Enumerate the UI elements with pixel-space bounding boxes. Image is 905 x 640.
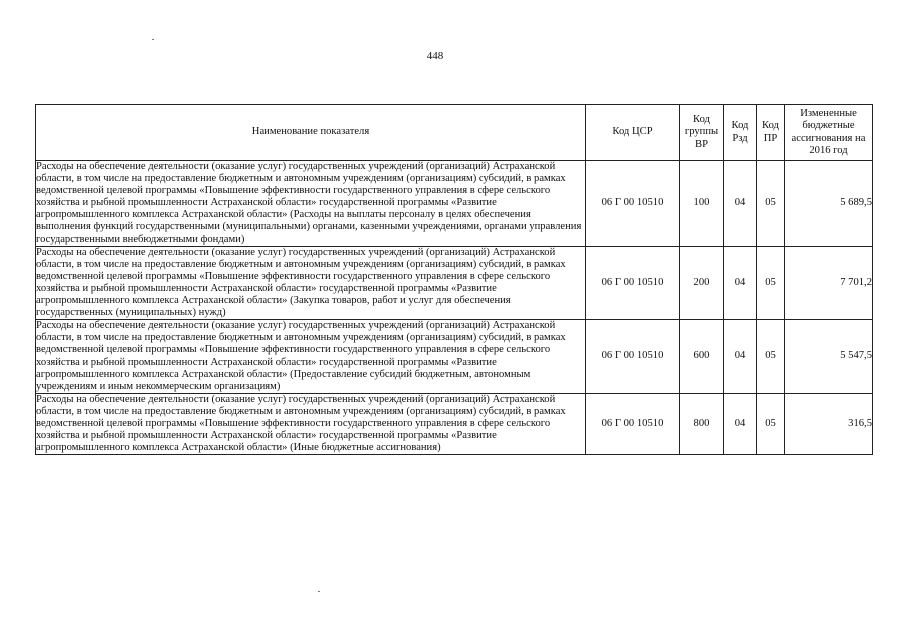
cell-vr: 200	[680, 246, 724, 320]
cell-csr: 06 Г 00 10510	[586, 320, 680, 394]
table-row	[36, 320, 873, 394]
header-rzd: Код Рзд	[724, 105, 757, 161]
cell-name: Расходы на обеспечение деятельности (оказание услуг) государственных учреждений (организаций) Астраханской области, в том числе на предоставление бюджетным и автономным учреждениям (организациям) субсидий, в рамках ведомственной целевой программы «Повышение эффективности государственного управления в сфере сельского хозяйства и рыбной промышленности Астраханской области» государственной программы «Развитие агропромышленного комплекса Астраханской области» (Закупка товаров, работ и услуг для обеспечения государственных (муниципальных) нужд)	[36, 246, 586, 320]
cell-vr: 800	[680, 393, 724, 454]
header-pr: Код ПР	[757, 105, 785, 161]
cell-vr: 100	[680, 161, 724, 247]
cell-name: Расходы на обеспечение деятельности (оказание услуг) государственных учреждений (организаций) Астраханской области, в том числе на предоставление бюджетным и автономным учреждениям (организациям) субсидий, в рамках ведомственной целевой программы «Повышение эффективности государственного управления в сфере сельского хозяйства и рыбной промышленности Астраханской области» государственной программы «Развитие агропромышленного комплекса Астраханской области» (Расходы на выплаты персоналу в целях обеспечения выполнения функций государственными (муниципальными) органами, казенными учреждениями, органами управления государственными внебюджетными фондами)	[36, 161, 586, 247]
table-header-row	[36, 105, 873, 161]
header-amount: Измененные бюджетные ассигнования на 2016 год	[785, 105, 873, 161]
cell-csr: 06 Г 00 10510	[586, 161, 680, 247]
cell-name: Расходы на обеспечение деятельности (оказание услуг) государственных учреждений (организаций) Астраханской области, в том числе на предоставление бюджетным и автономным учреждениям (организациям) субсидий, в рамках ведомственной целевой программы «Повышение эффективности государственного управления в сфере сельского хозяйства и рыбной промышленности Астраханской области» государственной программы «Развитие агропромышленного комплекса Астраханской области» (Иные бюджетные ассигнования)	[36, 393, 586, 454]
cell-rzd: 04	[724, 320, 757, 394]
budget-table	[35, 104, 873, 455]
table-row	[36, 393, 873, 454]
cell-pr: 05	[757, 161, 785, 247]
header-csr: Код ЦСР	[586, 105, 680, 161]
cell-pr: 05	[757, 393, 785, 454]
cell-amount: 7 701,2	[785, 246, 873, 320]
cell-pr: 05	[757, 246, 785, 320]
table-row	[36, 246, 873, 320]
page-number: 448	[426, 50, 444, 62]
header-name: Наименование показателя	[36, 105, 586, 161]
scan-speck	[318, 591, 320, 592]
cell-rzd: 04	[724, 161, 757, 247]
cell-amount: 5 547,5	[785, 320, 873, 394]
cell-pr: 05	[757, 320, 785, 394]
header-vr: Код группы ВР	[680, 105, 724, 161]
cell-rzd: 04	[724, 393, 757, 454]
table-row	[36, 161, 873, 247]
cell-csr: 06 Г 00 10510	[586, 246, 680, 320]
cell-rzd: 04	[724, 246, 757, 320]
scan-speck	[152, 39, 154, 40]
cell-csr: 06 Г 00 10510	[586, 393, 680, 454]
cell-name: Расходы на обеспечение деятельности (оказание услуг) государственных учреждений (организаций) Астраханской области, в том числе на предоставление бюджетным и автономным учреждениям (организациям) субсидий, в рамках ведомственной целевой программы «Повышение эффективности государственного управления в сфере сельского хозяйства и рыбной промышленности Астраханской области» государственной программы «Развитие агропромышленного комплекса Астраханской области» (Предоставление субсидий бюджетным, автономным учреждениям и иным некоммерческим организациям)	[36, 320, 586, 394]
cell-amount: 5 689,5	[785, 161, 873, 247]
cell-amount: 316,5	[785, 393, 873, 454]
cell-vr: 600	[680, 320, 724, 394]
